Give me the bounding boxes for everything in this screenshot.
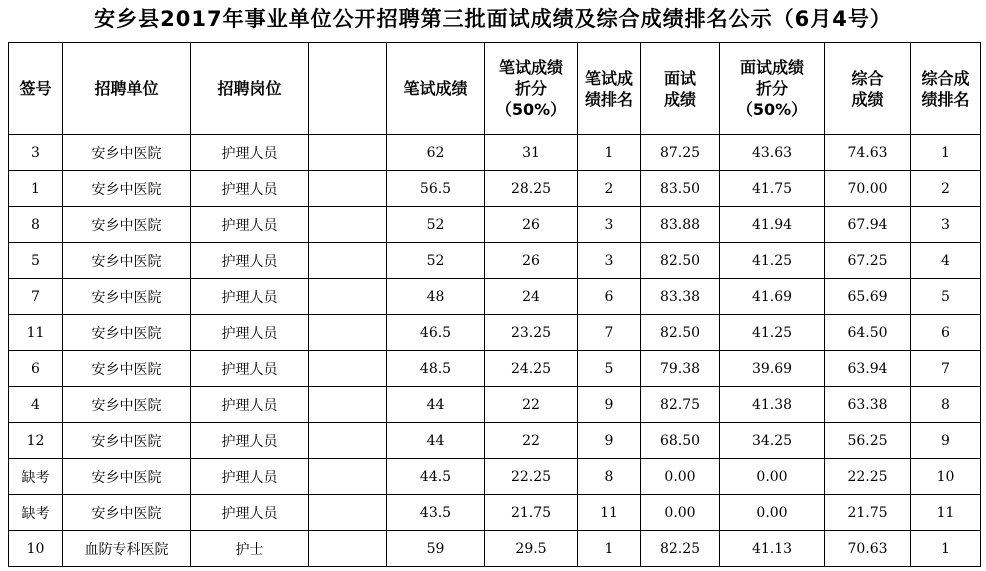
- header-sign-no: 签号: [9, 43, 63, 135]
- interview-half-cell: 39.69: [720, 351, 825, 387]
- sign-no-cell: 10: [9, 531, 63, 567]
- unit-cell: 安乡中医院: [63, 459, 191, 495]
- written-half-cell: 21.75: [485, 495, 578, 531]
- header-total-rank-line1: 综合成: [921, 68, 970, 88]
- interview-score-cell: 82.50: [641, 315, 720, 351]
- header-total: [825, 43, 911, 135]
- written-half-cell: 28.25: [485, 171, 578, 207]
- sign-no-cell: 6: [9, 351, 63, 387]
- interview-score-cell: 68.50: [641, 423, 720, 459]
- name-cell: [309, 423, 387, 459]
- header-total-rank: [911, 43, 981, 135]
- header-written-half-line2: 折分: [514, 79, 547, 98]
- table-row: [9, 135, 981, 171]
- post-cell: 护理人员: [191, 243, 309, 279]
- name-cell: [309, 279, 387, 315]
- post-cell: 护理人员: [191, 423, 309, 459]
- post-cell: 护士: [191, 531, 309, 567]
- written-rank-cell: 11: [578, 495, 641, 531]
- total-score-cell: 21.75: [825, 495, 911, 531]
- total-score-cell: 63.38: [825, 387, 911, 423]
- unit-cell: 安乡中医院: [63, 279, 191, 315]
- written-rank-cell: 5: [578, 351, 641, 387]
- header-interview: [641, 43, 720, 135]
- written-rank-cell: 1: [578, 135, 641, 171]
- header-interview-line2: 成绩: [663, 89, 696, 109]
- name-cell: [309, 135, 387, 171]
- header-interview-half-line3: （50%）: [736, 100, 808, 119]
- written-score-cell: 59: [387, 531, 485, 567]
- name-cell: [309, 387, 387, 423]
- interview-half-cell: 41.38: [720, 387, 825, 423]
- table-row: [9, 315, 981, 351]
- post-cell: 护理人员: [191, 279, 309, 315]
- unit-cell: 血防专科医院: [63, 531, 191, 567]
- written-half-cell: 22.25: [485, 459, 578, 495]
- written-score-cell: 44: [387, 387, 485, 423]
- unit-cell: 安乡中医院: [63, 387, 191, 423]
- written-score-cell: 62: [387, 135, 485, 171]
- sign-no-cell: 缺考: [9, 459, 63, 495]
- name-cell: [309, 171, 387, 207]
- written-rank-cell: 9: [578, 387, 641, 423]
- header-written: 笔试成绩: [387, 43, 485, 135]
- header-written-half-line3: （50%）: [495, 100, 567, 119]
- total-score-cell: 56.25: [825, 423, 911, 459]
- header-written-rank-line1: 笔试成: [584, 68, 633, 88]
- sign-no-cell: 7: [9, 279, 63, 315]
- written-half-cell: 22: [485, 423, 578, 459]
- interview-half-cell: 43.63: [720, 135, 825, 171]
- interview-score-cell: 83.88: [641, 207, 720, 243]
- total-rank-cell: 10: [911, 459, 981, 495]
- written-half-cell: 23.25: [485, 315, 578, 351]
- total-score-cell: 67.94: [825, 207, 911, 243]
- total-rank-cell: 1: [911, 531, 981, 567]
- interview-half-cell: 41.13: [720, 531, 825, 567]
- table-row: [9, 531, 981, 567]
- written-rank-cell: 7: [578, 315, 641, 351]
- sign-no-cell: 5: [9, 243, 63, 279]
- total-score-cell: 70.63: [825, 531, 911, 567]
- written-rank-cell: 3: [578, 207, 641, 243]
- sign-no-cell: 12: [9, 423, 63, 459]
- unit-cell: 安乡中医院: [63, 423, 191, 459]
- header-written-rank-line2: 绩排名: [584, 89, 633, 109]
- written-half-cell: 31: [485, 135, 578, 171]
- post-cell: 护理人员: [191, 387, 309, 423]
- table-row: [9, 459, 981, 495]
- total-rank-cell: 9: [911, 423, 981, 459]
- interview-score-cell: 83.50: [641, 171, 720, 207]
- total-score-cell: 64.50: [825, 315, 911, 351]
- results-table: [8, 42, 981, 567]
- unit-cell: 安乡中医院: [63, 495, 191, 531]
- table-row: [9, 387, 981, 423]
- unit-cell: 安乡中医院: [63, 207, 191, 243]
- interview-half-cell: 0.00: [720, 459, 825, 495]
- post-cell: 护理人员: [191, 495, 309, 531]
- written-rank-cell: 6: [578, 279, 641, 315]
- table-row: [9, 351, 981, 387]
- header-interview-half: [720, 43, 825, 135]
- header-post: 招聘岗位: [191, 43, 309, 135]
- header-unit: 招聘单位: [63, 43, 191, 135]
- unit-cell: 安乡中医院: [63, 243, 191, 279]
- interview-half-cell: 41.94: [720, 207, 825, 243]
- unit-cell: 安乡中医院: [63, 171, 191, 207]
- name-cell: [309, 459, 387, 495]
- post-cell: 护理人员: [191, 315, 309, 351]
- written-half-cell: 26: [485, 207, 578, 243]
- post-cell: 护理人员: [191, 171, 309, 207]
- interview-score-cell: 79.38: [641, 351, 720, 387]
- written-half-cell: 24.25: [485, 351, 578, 387]
- header-interview-half-line2: 折分: [755, 79, 788, 98]
- interview-score-cell: 87.25: [641, 135, 720, 171]
- interview-score-cell: 82.50: [641, 243, 720, 279]
- name-cell: [309, 531, 387, 567]
- written-rank-cell: 2: [578, 171, 641, 207]
- written-score-cell: 48: [387, 279, 485, 315]
- header-total-rank-line2: 绩排名: [921, 89, 970, 109]
- total-score-cell: 67.25: [825, 243, 911, 279]
- sign-no-cell: 1: [9, 171, 63, 207]
- written-rank-cell: 9: [578, 423, 641, 459]
- total-rank-cell: 7: [911, 351, 981, 387]
- header-interview-line1: 面试: [663, 68, 696, 88]
- sign-no-cell: 缺考: [9, 495, 63, 531]
- name-cell: [309, 315, 387, 351]
- header-written-half: [485, 43, 578, 135]
- written-half-cell: 24: [485, 279, 578, 315]
- written-rank-cell: 8: [578, 459, 641, 495]
- written-score-cell: 48.5: [387, 351, 485, 387]
- interview-half-cell: 41.75: [720, 171, 825, 207]
- table-row: [9, 243, 981, 279]
- page-title: 安乡县2017年事业单位公开招聘第三批面试成绩及综合成绩排名公示（6月4号）: [94, 7, 892, 31]
- post-cell: 护理人员: [191, 351, 309, 387]
- interview-half-cell: 0.00: [720, 495, 825, 531]
- name-cell: [309, 495, 387, 531]
- interview-half-cell: 34.25: [720, 423, 825, 459]
- unit-cell: 安乡中医院: [63, 315, 191, 351]
- header-row: [9, 43, 981, 135]
- total-rank-cell: 5: [911, 279, 981, 315]
- interview-half-cell: 41.25: [720, 243, 825, 279]
- total-score-cell: 22.25: [825, 459, 911, 495]
- header-total-line2: 成绩: [851, 89, 884, 109]
- written-score-cell: 52: [387, 207, 485, 243]
- unit-cell: 安乡中医院: [63, 135, 191, 171]
- interview-score-cell: 0.00: [641, 459, 720, 495]
- interview-score-cell: 82.25: [641, 531, 720, 567]
- written-score-cell: 56.5: [387, 171, 485, 207]
- total-rank-cell: 2: [911, 171, 981, 207]
- sign-no-cell: 11: [9, 315, 63, 351]
- written-half-cell: 29.5: [485, 531, 578, 567]
- total-score-cell: 70.00: [825, 171, 911, 207]
- header-interview-half-line1: 面试成绩: [739, 58, 804, 77]
- total-rank-cell: 1: [911, 135, 981, 171]
- post-cell: 护理人员: [191, 207, 309, 243]
- written-score-cell: 44.5: [387, 459, 485, 495]
- interview-score-cell: 83.38: [641, 279, 720, 315]
- post-cell: 护理人员: [191, 459, 309, 495]
- table-row: [9, 207, 981, 243]
- total-rank-cell: 4: [911, 243, 981, 279]
- total-score-cell: 65.69: [825, 279, 911, 315]
- written-rank-cell: 1: [578, 531, 641, 567]
- total-rank-cell: 8: [911, 387, 981, 423]
- total-rank-cell: 3: [911, 207, 981, 243]
- sign-no-cell: 8: [9, 207, 63, 243]
- table-row: [9, 423, 981, 459]
- name-cell: [309, 351, 387, 387]
- interview-half-cell: 41.25: [720, 315, 825, 351]
- sign-no-cell: 3: [9, 135, 63, 171]
- written-score-cell: 43.5: [387, 495, 485, 531]
- table-row: [9, 171, 981, 207]
- total-score-cell: 74.63: [825, 135, 911, 171]
- header-written-half-line1: 笔试成绩: [498, 58, 563, 77]
- written-half-cell: 22: [485, 387, 578, 423]
- unit-cell: 安乡中医院: [63, 351, 191, 387]
- written-rank-cell: 3: [578, 243, 641, 279]
- sign-no-cell: 4: [9, 387, 63, 423]
- interview-score-cell: 0.00: [641, 495, 720, 531]
- interview-score-cell: 82.75: [641, 387, 720, 423]
- interview-half-cell: 41.69: [720, 279, 825, 315]
- total-score-cell: 63.94: [825, 351, 911, 387]
- header-written-rank: [578, 43, 641, 135]
- name-cell: [309, 243, 387, 279]
- table-row: [9, 279, 981, 315]
- header-total-line1: 综合: [851, 68, 884, 88]
- written-half-cell: 26: [485, 243, 578, 279]
- table-row: [9, 495, 981, 531]
- written-score-cell: 44: [387, 423, 485, 459]
- written-score-cell: 52: [387, 243, 485, 279]
- total-rank-cell: 6: [911, 315, 981, 351]
- total-rank-cell: 11: [911, 495, 981, 531]
- post-cell: 护理人员: [191, 135, 309, 171]
- written-score-cell: 46.5: [387, 315, 485, 351]
- name-cell: [309, 207, 387, 243]
- header-name: [309, 43, 387, 135]
